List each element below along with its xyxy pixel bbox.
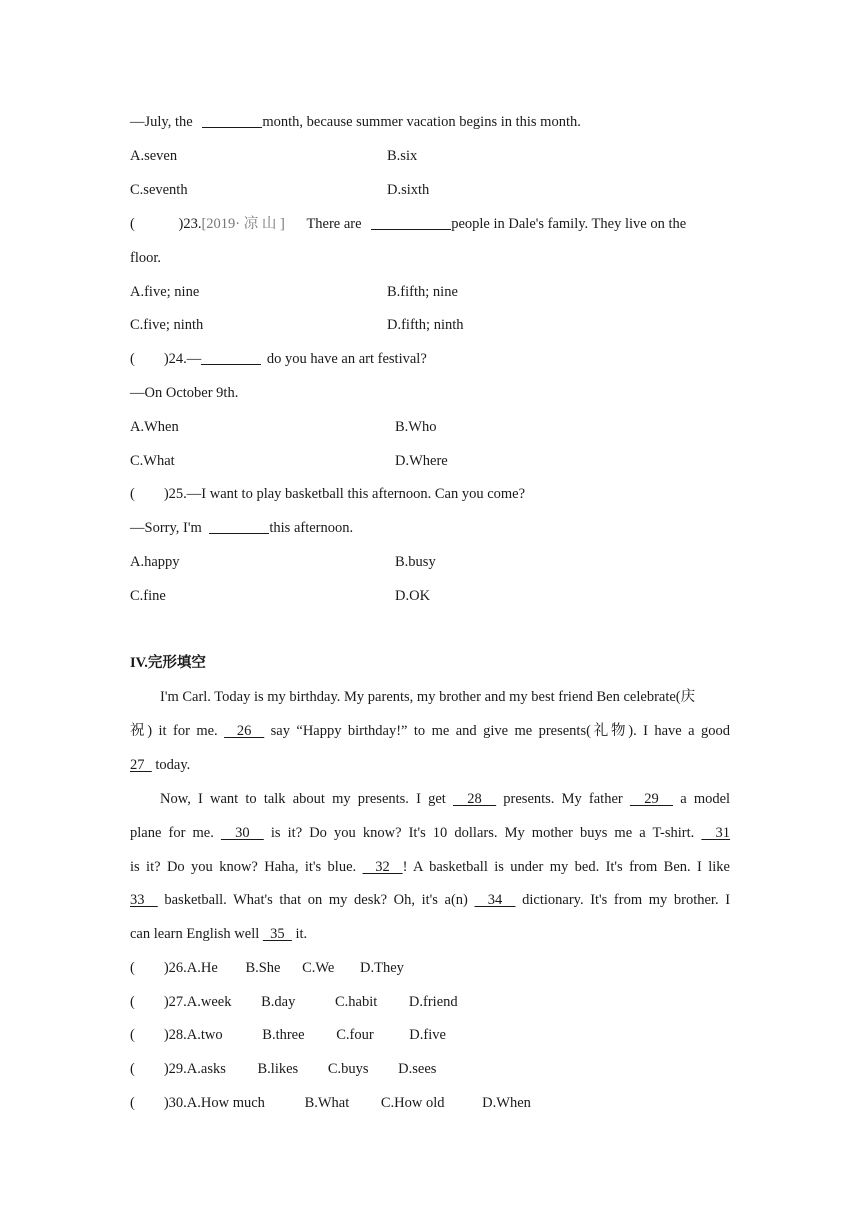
q23-stem [130, 212, 730, 236]
passage-text: say “Happy birthday!” to me and give me presents(礼物). I have a good [270, 723, 731, 739]
option-b: B.Who [395, 419, 437, 435]
option-d: D.fifth; ninth [387, 317, 464, 333]
cloze-blank-29: 29 [629, 791, 674, 807]
q25-reply-prefix: —Sorry, I'm [130, 520, 202, 536]
option-d: D.five [409, 1027, 446, 1043]
cloze-question-26 [130, 956, 730, 980]
option-d: D.Where [395, 453, 448, 469]
option-c: C.seventh [130, 182, 188, 198]
passage-line [130, 855, 730, 879]
passage-text: Now, I want to talk about my presents. I get [160, 791, 446, 807]
question-prefix: ( )26. [130, 960, 187, 976]
q25-stem: ( )25.—I want to play basketball this afternoon. Can you come? [130, 486, 526, 502]
q25-reply-suffix: this afternoon. [269, 520, 354, 536]
cloze-blank-31: 31 [701, 825, 731, 841]
answer-paren-open: ( [130, 216, 135, 232]
q25-options-row-2 [130, 584, 730, 608]
cloze-question-29 [130, 1057, 730, 1081]
cloze-blank-26: 26 [224, 723, 265, 739]
passage-text: basketball. What's that on my desk? Oh, it's a(n) [164, 892, 468, 908]
q22-stem-suffix: month, because summer vacation begins in this month. [262, 114, 581, 130]
question-prefix: ( )29. [130, 1061, 187, 1077]
option-a: A.week [186, 994, 232, 1010]
cloze-blank-34: 34 [474, 892, 516, 908]
passage-text: today. [155, 757, 191, 773]
option-d: D.friend [408, 994, 458, 1010]
q24-stem [130, 347, 730, 371]
q23-options-row-1 [130, 280, 730, 304]
passage-text: dictionary. It's from my brother. I [522, 892, 731, 908]
passage-text: it. [295, 926, 308, 942]
option-b: B.She [245, 960, 281, 976]
option-a: A.When [130, 419, 179, 435]
q23-stem-part-b: people in Dale's family. They live on the [451, 216, 687, 232]
passage-line [130, 888, 730, 912]
option-d: D.They [360, 960, 404, 976]
passage-line [130, 821, 730, 845]
option-c: C.habit [334, 994, 378, 1010]
option-a: A.He [186, 960, 218, 976]
option-b: B.fifth; nine [387, 284, 458, 300]
answer-paren-close: ) [178, 216, 184, 232]
option-c: C.buys [327, 1061, 369, 1077]
option-c: C.How old [380, 1095, 445, 1111]
option-c: C.We [302, 960, 335, 976]
q23-stem-part-c: floor. [130, 250, 162, 266]
passage-text: is it? Do you know? It's 10 dollars. My mother buys me a T-shirt. [270, 825, 695, 841]
question-number: 23. [183, 216, 202, 232]
answer-blank [371, 213, 451, 230]
cloze-blank-28: 28 [452, 791, 497, 807]
question-prefix: ( )28. [130, 1027, 187, 1043]
answer-blank [201, 348, 261, 365]
q24-options-row-1 [130, 415, 730, 439]
passage-text: can learn English well [130, 926, 260, 942]
option-a: A.two [186, 1027, 223, 1043]
cloze-blank-35: 35 [262, 926, 292, 942]
question-source: [2019· 凉 山 ] [201, 216, 285, 232]
q24-options-row-2 [130, 449, 730, 473]
passage-line [130, 719, 730, 743]
q22-stem-prefix: —July, the [130, 114, 193, 130]
option-a: A.happy [130, 554, 180, 570]
option-c: C.What [130, 453, 175, 469]
cloze-blank-30: 30 [220, 825, 264, 841]
passage-line [160, 787, 730, 811]
option-b: B.busy [395, 554, 436, 570]
option-d: D.sees [398, 1061, 437, 1077]
answer-blank [209, 517, 269, 534]
passage-text: ! A basketball is under my bed. It's from Ben. I like [402, 859, 730, 875]
option-c: C.five; ninth [130, 317, 204, 333]
option-a: A.five; nine [130, 284, 200, 300]
q23-options-row-2 [130, 313, 730, 337]
passage-text: a model [680, 791, 731, 807]
q25-reply [130, 516, 730, 540]
question-prefix: ( )27. [130, 994, 187, 1010]
answer-blank [202, 111, 262, 128]
cloze-question-28 [130, 1023, 730, 1047]
passage-text: 祝) it for me. [130, 723, 218, 739]
q24-stem-suffix: do you have an art festival? [266, 351, 427, 367]
option-a: A.How much [186, 1095, 265, 1111]
option-d: D.sixth [387, 182, 430, 198]
q22-options-row-1 [130, 144, 730, 168]
passage-text: presents. My father [503, 791, 623, 807]
option-a: A.asks [186, 1061, 226, 1077]
option-d: D.OK [395, 588, 431, 604]
option-b: B.day [261, 994, 296, 1010]
cloze-question-27 [130, 990, 730, 1014]
option-a: A.seven [130, 148, 178, 164]
passage-line [130, 753, 730, 777]
passage-line [130, 922, 730, 946]
cloze-blank-33: 33 [130, 892, 158, 908]
q22-stem [130, 110, 730, 134]
option-b: B.likes [257, 1061, 299, 1077]
cloze-blank-32: 32 [362, 859, 403, 875]
q25-options-row-1 [130, 550, 730, 574]
option-b: B.six [387, 148, 418, 164]
passage-text: is it? Do you know? Haha, it's blue. [130, 859, 357, 875]
cloze-blank-27: 27 [130, 757, 152, 773]
cloze-question-30 [130, 1091, 730, 1115]
q22-options-row-2 [130, 178, 730, 202]
option-c: C.four [336, 1027, 374, 1043]
passage-text: plane for me. [130, 825, 214, 841]
q24-answer-line: —On October 9th. [130, 385, 239, 401]
option-c: C.fine [130, 588, 166, 604]
option-b: B.What [304, 1095, 350, 1111]
q23-stem-part-a: There are [306, 216, 362, 232]
passage-line: I'm Carl. Today is my birthday. My parents, my brother and my best friend Ben celebrate(庆 [160, 689, 696, 705]
option-b: B.three [262, 1027, 305, 1043]
question-prefix: ( )30. [130, 1095, 187, 1111]
q24-prefix: ( )24.— [130, 351, 202, 367]
option-d: D.When [482, 1095, 531, 1111]
section-title: IV.完形填空 [130, 655, 206, 671]
